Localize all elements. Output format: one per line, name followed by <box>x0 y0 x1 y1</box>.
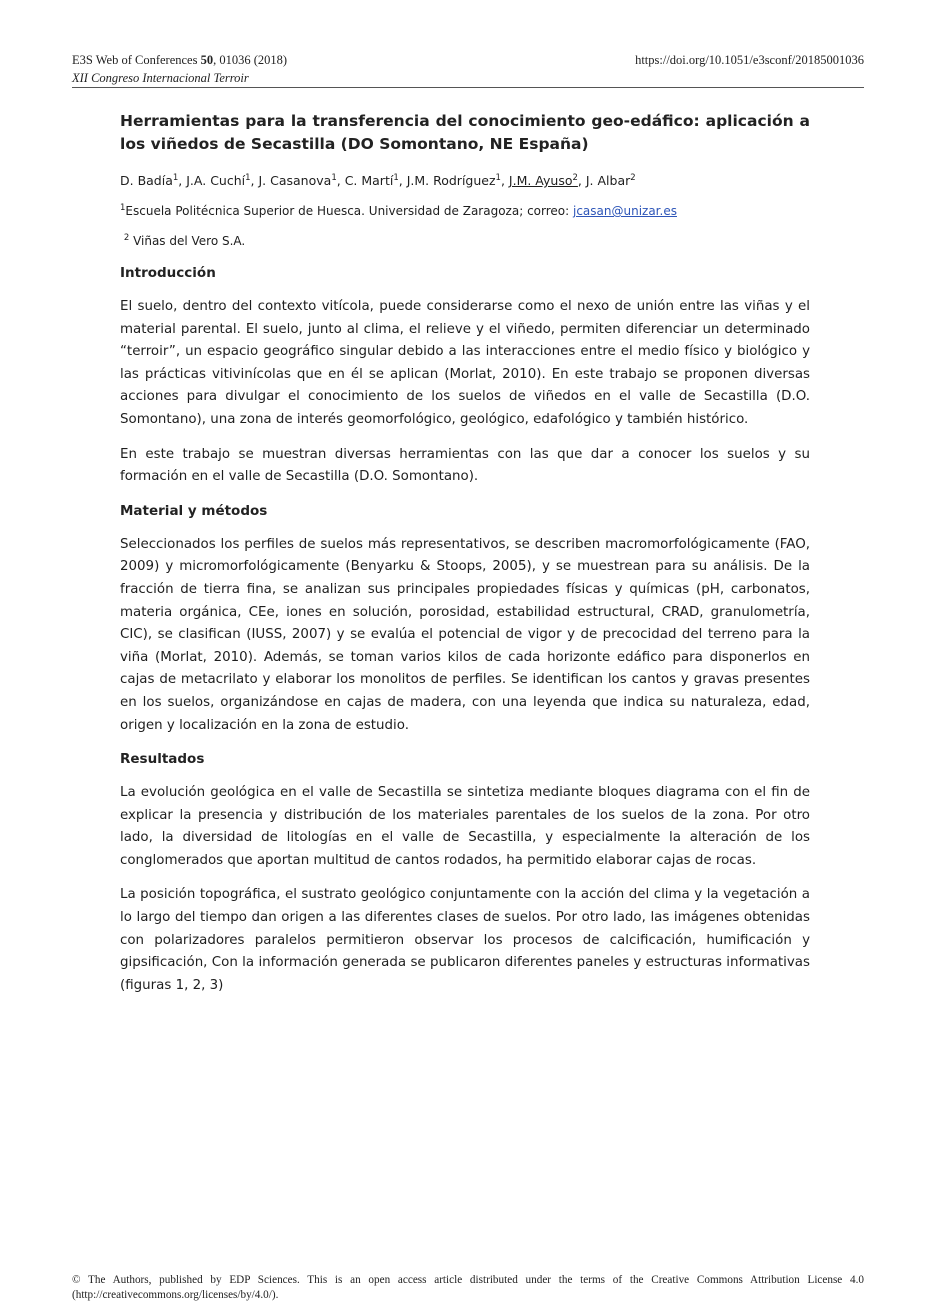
author-name: C. Martí <box>344 173 394 188</box>
author-affiliation-mark: 2 <box>572 172 578 183</box>
author-name: J.M. Rodríguez <box>406 173 496 188</box>
author-affiliation-mark: 1 <box>245 172 251 183</box>
author-affiliation-mark: 1 <box>172 172 179 183</box>
affiliation-number: 1 <box>120 203 126 213</box>
author <box>345 173 399 188</box>
author-link[interactable] <box>509 173 578 188</box>
author-name: D. Badía <box>120 173 173 188</box>
journal-name: E3S Web of Conferences <box>72 53 201 67</box>
paragraph: En este trabajo se muestran diversas herramientas con las que dar a conocer los suelos y su formación en el valle de Secastilla (D.O. Somontano). <box>120 446 810 485</box>
author <box>407 173 501 188</box>
author-name[interactable]: J.M. Ayuso <box>508 173 573 188</box>
author <box>120 173 178 188</box>
author <box>186 173 250 188</box>
doi-link[interactable]: https://doi.org/10.1051/e3sconf/20185001036 <box>635 53 864 67</box>
section-heading-results: Resultados <box>120 751 205 768</box>
paragraph: Seleccionados los perfiles de suelos más representativos, se describen macromorfológicamente (FAO, 2009) y micromorfológicamente (Benyarku & Stoops, 2005), y se muestrean para su análisis. De la fracción de tierra fina, se analizan sus principales propiedades físicas y químicas (pH, carbonatos, materia orgánica, CEe, iones en solución, porosidad, estabilidad estructural, CRAD, granulometría, CIC), se clasifican (IUSS, 2007) y se evalúa el potencial de vigor y de precocidad del terreno para la viña (Morlat, 2010). Además, se toman varios kilos de cada horizonte edáfico para disponerlos en cajas de metacrilato y elaborar los monolitos de perfiles. Se identifican los cantos y gravas presentes en los suelos, organizándose en cajas de madera, con una leyenda que indica su naturaleza, edad, origen y localización en la zona de estudio. <box>120 536 810 733</box>
author-affiliation-mark: 1 <box>331 172 337 183</box>
author-list: D. Badía$^1$, J.A. Cuchí$^1$, J. Casanova$^1$, C. Martí$^1$, J.M. Rodríguez$^1$, J.M. Ayuso$^2$, J. Albar$^2$ <box>120 172 636 188</box>
author <box>586 173 636 188</box>
paragraph: La evolución geológica en el valle de Secastilla se sintetiza mediante bloques diagrama con el fin de explicar la presencia y distribución de los materiales parentales de los suelos de la zona. Por otro lado, la diversidad de litologías en el valle de Secastilla, y especialmente la alteración de los conglomerados que aportan multitud de cantos rodados, ha permitido elaborar cajas de rocas. <box>120 785 810 868</box>
affiliation-text: Viñas del Vero S.A. <box>129 234 246 248</box>
license-footer: © The Authors, published by EDP Sciences. This is an open access article distributed under the terms of the Creative Commons Attribution License 4.0 (http://creativecommons.org/licenses/by/4.0/). <box>72 1274 864 1301</box>
author-name: J. Casanova <box>258 173 332 188</box>
affiliation-2 <box>120 231 810 251</box>
author-name: J.A. Cuchí <box>186 173 246 188</box>
author <box>258 173 336 188</box>
running-header <box>72 52 864 86</box>
email-link[interactable]: jcasan@unizar.es <box>572 204 677 218</box>
journal-volume: 50 <box>200 53 214 67</box>
article-body <box>120 110 810 1009</box>
article-number: , 01036 (2018) <box>213 53 288 67</box>
affiliation-text: Escuela Politécnica Superior de Huesca. Universidad de Zaragoza; correo: <box>125 204 573 218</box>
header-divider <box>72 87 864 88</box>
paper-title: Herramientas para la transferencia del conocimiento geo-edáfico: aplicación a los viñedos de Secastilla (DO Somontano, NE España) <box>120 112 810 153</box>
section-heading-introduction: Introducción <box>120 265 216 281</box>
author-affiliation-mark: 1 <box>495 172 501 183</box>
journal-citation <box>72 52 287 68</box>
affiliation-1 <box>120 201 810 221</box>
affiliation-number: 2 <box>123 233 130 243</box>
section-heading-methods: Material y métodos <box>120 502 268 519</box>
author-affiliation-mark: 2 <box>630 172 636 183</box>
paragraph: El suelo, dentro del contexto vitícola, puede considerarse como el nexo de unión entre las viñas y el material parental. El suelo, junto al clima, el relieve y el viñedo, permiten diferenciar un determinado “terroir”, un espacio geográfico singular debido a las interacciones entre el medio físico y biológico y las prácticas vitivinícolas que en él se aplican (Morlat, 2010). En este trabajo se proponen diversas acciones para divulgar el conocimiento de los suelos de viñedos en el valle de Secastilla (D.O. Somontano), una zona de interés geomorfológico, geológico, edafológico y también histórico. <box>120 299 810 427</box>
paragraph: La posición topográfica, el sustrato geológico conjuntamente con la acción del clima y la vegetación a lo largo del tiempo dan origen a las diferentes clases de suelos. Por otro lado, las imágenes obtenidas con polarizadores paralelos permitieron observar los procesos de calcificación, humificación y gipsificación, Con la información generada se publicaron diferentes paneles y estructuras informativas (figuras 1, 2, 3) <box>120 887 810 993</box>
author-name: J. Albar <box>585 173 631 188</box>
conference-name: XII Congreso Internacional Terroir <box>72 71 249 85</box>
author-affiliation-mark: 1 <box>393 172 399 183</box>
